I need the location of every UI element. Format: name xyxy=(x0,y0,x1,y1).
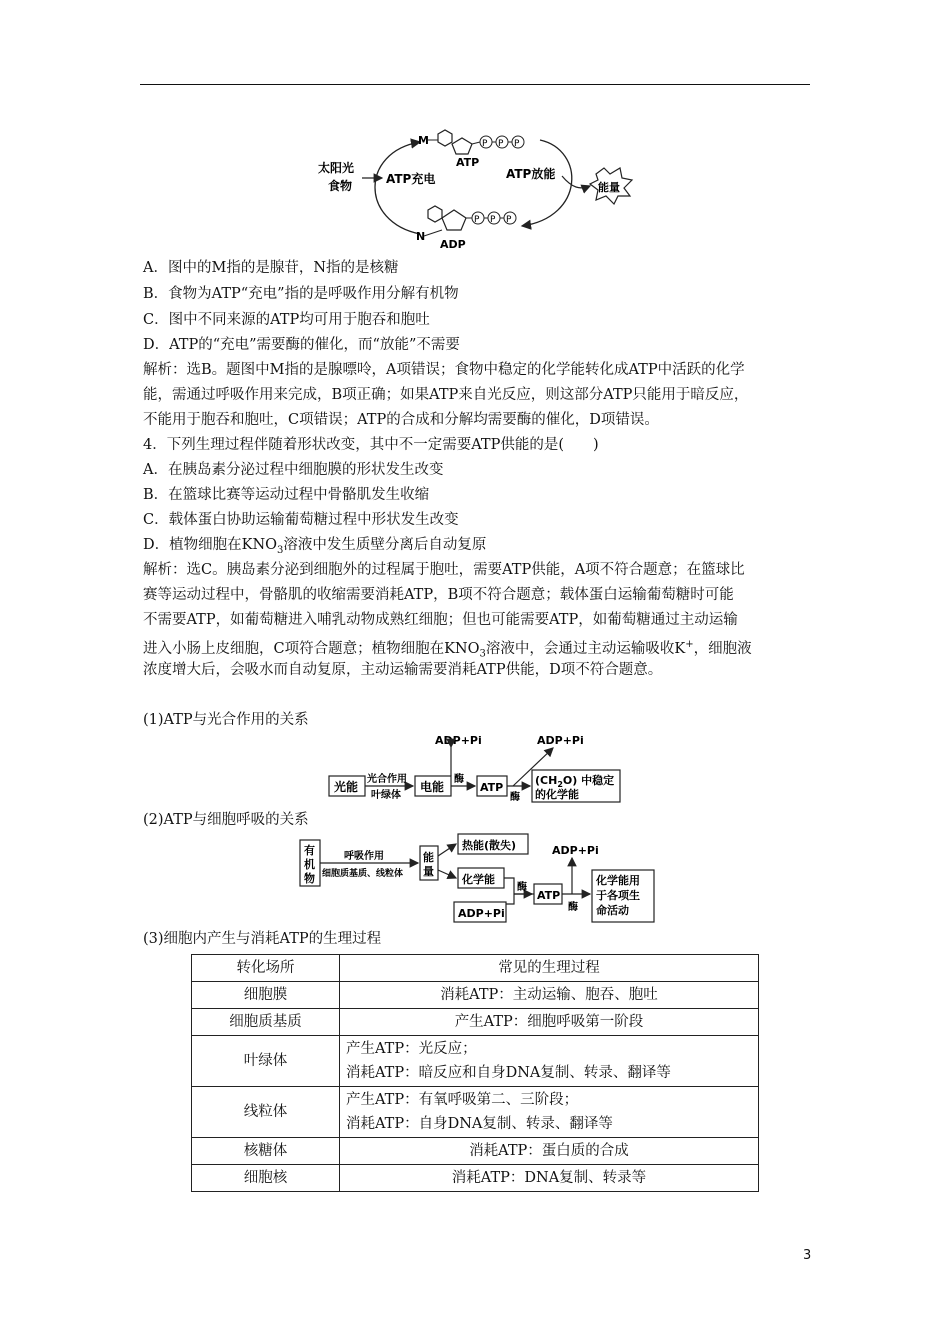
header-cell-location: 转化场所 xyxy=(192,955,340,982)
phosphate-3: P xyxy=(514,139,520,149)
cell-process: 消耗ATP：主动运输、胞吞、胞吐 xyxy=(340,982,759,1009)
photosynthesis-diagram xyxy=(325,730,625,804)
label-chemical-1: $(CH_2O)$ 中稳定 xyxy=(535,774,615,789)
top-rule xyxy=(140,84,810,85)
table-row xyxy=(192,982,759,1009)
q4-stem: 4．下列生理过程伴随着形状改变，其中不一定需要ATP供能的是( ) xyxy=(143,437,599,453)
cell-process: 产生ATP：细胞呼吸第一阶段 xyxy=(340,1009,759,1036)
adenine-ring-top xyxy=(438,130,452,146)
phosphate-1: P xyxy=(482,139,488,149)
q4-analysis-5: 浓度增大后，会吸水而自动复原，主动运输需要消耗ATP供能，D项不符合题意。 xyxy=(143,662,663,678)
label-adppi-2: ADP+Pi xyxy=(537,734,584,747)
label-use-3: 命活动 xyxy=(596,904,629,917)
q4-analysis-4: 进入小肠上皮细胞，C项符合题意；植物细胞在$KNO_3$溶液中，会通过主动运输吸收K+，细胞液 xyxy=(143,639,752,660)
label-atp-charge: ATP充电 xyxy=(386,172,436,186)
section3-title: (3)细胞内产生与消耗ATP的生理过程 xyxy=(143,931,382,947)
cell-process: 消耗ATP：DNA复制、转录等 xyxy=(340,1165,759,1192)
cell-location: 细胞膜 xyxy=(192,982,340,1009)
label-adppi-out: ADP+Pi xyxy=(552,844,599,857)
q4-option-b: B．在篮球比赛等运动过程中骨骼肌发生收缩 xyxy=(143,487,430,503)
cell-location: 细胞质基质 xyxy=(192,1009,340,1036)
ribose-top xyxy=(452,138,472,154)
phosphate-2: P xyxy=(498,139,504,149)
table-row xyxy=(192,1036,759,1087)
q3-option-d: D．ATP的“充电”需要酶的催化，而“放能”不需要 xyxy=(143,337,460,353)
adenine-ring-bottom xyxy=(428,206,442,222)
cell-process: 消耗ATP：蛋白质的合成 xyxy=(340,1138,759,1165)
table-row xyxy=(192,1165,759,1192)
q4-analysis-2: 赛等运动过程中，骨骼肌的收缩需要消耗ATP，B项不符合题意；载体蛋白运输葡萄糖时可能 xyxy=(143,587,734,603)
label-adppi-1: ADP+Pi xyxy=(435,734,482,747)
label-chemical-energy: 化学能 xyxy=(462,873,495,886)
label-org-2: 机 xyxy=(304,858,315,871)
label-adppi-in: ADP+Pi xyxy=(458,907,505,920)
respiration-diagram xyxy=(298,832,660,924)
label-atp-1: ATP xyxy=(480,781,504,794)
label-org-1: 有 xyxy=(304,844,315,857)
label-use-2: 于各项生 xyxy=(596,889,640,902)
label-n: N xyxy=(416,230,426,243)
label-use-1: 化学能用 xyxy=(596,874,640,887)
label-enzyme-2: 酶 xyxy=(510,792,520,803)
label-enzyme-1: 酶 xyxy=(454,774,464,785)
label-energy-1: 能 xyxy=(423,851,434,864)
source-sunlight: 太阳光 xyxy=(318,161,355,175)
q4-option-c: C．载体蛋白协助运输葡萄糖过程中形状发生改变 xyxy=(143,512,459,528)
label-adp: ADP xyxy=(440,238,466,251)
q3-option-b: B．食物为ATP“充电”指的是呼吸作用分解有机物 xyxy=(143,286,459,302)
label-org-3: 物 xyxy=(304,872,315,885)
atp-cycle-diagram xyxy=(300,122,650,252)
section1-title: (1)ATP与光合作用的关系 xyxy=(143,712,309,728)
label-chemical-2: 的化学能 xyxy=(535,788,579,801)
label-heat: 热能(散失) xyxy=(462,839,517,852)
label-respiration: 呼吸作用 xyxy=(344,851,384,862)
label-atp: ATP xyxy=(456,156,480,169)
label-enzyme-3: 酶 xyxy=(517,882,527,893)
q4-analysis-1: 解析：选C。胰岛素分泌到细胞外的过程属于胞吐，需要ATP供能，A项不符合题意；在篮球比 xyxy=(143,562,745,578)
section2-title: (2)ATP与细胞呼吸的关系 xyxy=(143,812,309,828)
q3-option-a: A．图中的M指的是腺苷，N指的是核糖 xyxy=(143,260,399,276)
phosphate-6: P xyxy=(506,215,512,225)
cycle-arc-right xyxy=(522,140,572,226)
label-location: 细胞质基质、线粒体 xyxy=(322,869,404,879)
q3-analysis-2: 能，需通过呼吸作用来完成，B项正确；如果ATP来自光反应，则这部分ATP只能用于暗反应， xyxy=(143,387,749,403)
label-electric-energy: 电能 xyxy=(420,780,445,794)
cell-location: 核糖体 xyxy=(192,1138,340,1165)
cell-process: 产生ATP：光反应； 消耗ATP：暗反应和自身DNA复制、转录、翻译等 xyxy=(340,1036,759,1087)
label-photosynthesis: 光合作用 xyxy=(367,774,407,785)
cycle-arc-left xyxy=(375,142,420,234)
cell-process: 产生ATP：有氧呼吸第二、三阶段； 消耗ATP：自身DNA复制、转录、翻译等 xyxy=(340,1087,759,1138)
cell-location: 细胞核 xyxy=(192,1165,340,1192)
atp-process-table xyxy=(191,954,759,1192)
table-row xyxy=(192,1138,759,1165)
header-cell-process: 常见的生理过程 xyxy=(340,955,759,982)
q4-option-d: D．植物细胞在$KNO_3$溶液中发生质壁分离后自动复原 xyxy=(143,537,487,556)
cell-location: 叶绿体 xyxy=(192,1036,340,1087)
label-enzyme-4: 酶 xyxy=(568,902,578,913)
label-atp-2: ATP xyxy=(537,889,561,902)
q4-option-a: A．在胰岛素分泌过程中细胞膜的形状发生改变 xyxy=(143,462,444,478)
q3-analysis-3: 不能用于胞吞和胞吐，C项错误；ATP的合成和分解均需要酶的催化，D项错误。 xyxy=(143,412,659,428)
q3-analysis-1: 解析：选B。题图中M指的是腺嘌呤，A项错误；食物中稳定的化学能转化成ATP中活跃的化学 xyxy=(143,362,745,378)
q4-analysis-3: 不需要ATP，如葡萄糖进入哺乳动物成熟红细胞；但也可能需要ATP，如葡萄糖通过主动运输 xyxy=(143,612,738,628)
label-atp-release: ATP放能 xyxy=(506,167,556,181)
page-number: 3 xyxy=(803,1248,812,1263)
table-header-row xyxy=(192,955,759,982)
table-row xyxy=(192,1087,759,1138)
table-row xyxy=(192,1009,759,1036)
label-m: M xyxy=(418,134,429,147)
phosphate-4: P xyxy=(474,215,480,225)
q3-option-c: C．图中不同来源的ATP均可用于胞吞和胞吐 xyxy=(143,312,430,328)
label-light-energy: 光能 xyxy=(334,780,359,794)
label-energy: 能量 xyxy=(598,181,620,194)
label-chloroplast: 叶绿体 xyxy=(371,790,401,801)
ribose-bottom xyxy=(442,210,466,230)
label-energy-2: 量 xyxy=(423,865,434,878)
cell-location: 线粒体 xyxy=(192,1087,340,1138)
source-food: 食物 xyxy=(328,179,353,193)
phosphate-5: P xyxy=(490,215,496,225)
